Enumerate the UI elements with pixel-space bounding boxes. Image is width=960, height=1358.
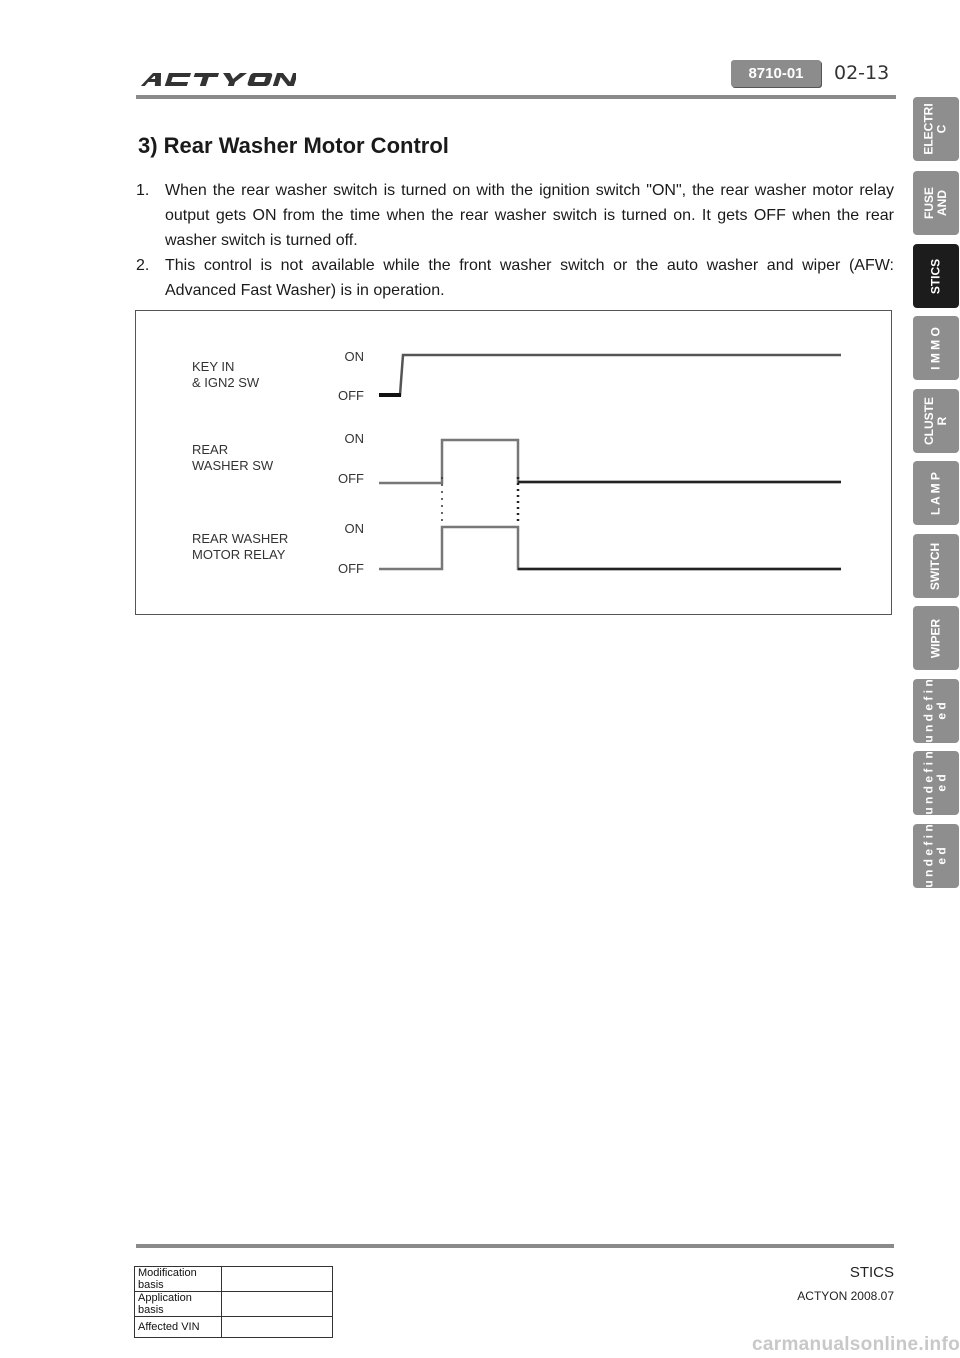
waveform-key-in-start <box>379 393 401 397</box>
side-tab-immo[interactable]: I M M O <box>913 316 959 380</box>
revision-table <box>134 1266 333 1338</box>
state-off-label: OFF <box>338 471 364 486</box>
signal-label-key-in: KEY IN & IGN2 SW <box>192 359 260 390</box>
step-list <box>138 178 894 303</box>
page-number: 02-13 <box>834 62 890 84</box>
revision-label: Affected VIN <box>135 1317 222 1338</box>
step-number: 1. <box>136 182 150 199</box>
step-number: 2. <box>136 257 150 274</box>
side-tab-undefined-3[interactable]: u n d e f i n e d <box>913 824 959 888</box>
waveform-rear-washer-sw <box>379 440 841 483</box>
side-tab-fuse[interactable]: FUSE AND <box>913 171 959 235</box>
timing-waveforms <box>136 311 893 616</box>
side-tab-stics[interactable]: STICS <box>913 244 959 308</box>
side-tab-lamp[interactable]: L A M P <box>913 461 959 525</box>
footer-divider <box>136 1244 894 1248</box>
step-text: When the rear washer switch is turned on with the ignition switch "ON", the rear washer motor relay output gets ON from the time when the rear washer switch is turned on. It gets OFF when the rear washer switch is turned off. <box>165 182 894 249</box>
side-tab-undefined-1[interactable]: u n d e f i n e d <box>913 679 959 743</box>
state-on-label: ON <box>344 349 364 364</box>
step-text: This control is not available while the front washer switch or the auto washer and wiper (AFW: Advanced Fast Washer) is in operation. <box>165 257 894 299</box>
revision-value <box>222 1267 333 1292</box>
timing-diagram <box>135 310 892 615</box>
table-row <box>135 1267 333 1292</box>
section-code-badge: 8710-01 <box>731 60 821 87</box>
waveform-motor-relay <box>379 527 841 569</box>
table-row <box>135 1317 333 1338</box>
side-tab-cluster[interactable]: CLUSTE R <box>913 389 959 453</box>
header-divider <box>136 95 896 99</box>
signal-label-motor-relay: REAR WASHER MOTOR RELAY <box>192 531 289 562</box>
revision-label: Application basis <box>135 1292 222 1317</box>
footer-model-date: ACTYON 2008.07 <box>797 1289 894 1303</box>
revision-label: Modification basis <box>135 1267 222 1292</box>
signal-label-rear-washer-sw: REAR WASHER SW <box>192 442 274 473</box>
state-off-label: OFF <box>338 561 364 576</box>
step-item <box>138 253 894 303</box>
side-tab-undefined-2[interactable]: u n d e f i n e d <box>913 751 959 815</box>
state-on-label: ON <box>344 431 364 446</box>
side-tab-electric[interactable]: ELECTRI C <box>913 97 959 161</box>
waveform-key-in <box>379 355 841 395</box>
state-off-label: OFF <box>338 388 364 403</box>
section-title: 3) Rear Washer Motor Control <box>138 133 449 158</box>
revision-value <box>222 1292 333 1317</box>
side-tab-wiper[interactable]: WIPER <box>913 606 959 670</box>
side-tab-switch[interactable]: SWITCH <box>913 534 959 598</box>
state-on-label: ON <box>344 521 364 536</box>
footer-section-name: STICS <box>849 1264 894 1281</box>
actyon-logo <box>136 70 296 90</box>
revision-value <box>222 1317 333 1338</box>
watermark: carmanualsonline.info <box>752 1334 960 1355</box>
table-row <box>135 1292 333 1317</box>
step-item <box>138 178 894 253</box>
